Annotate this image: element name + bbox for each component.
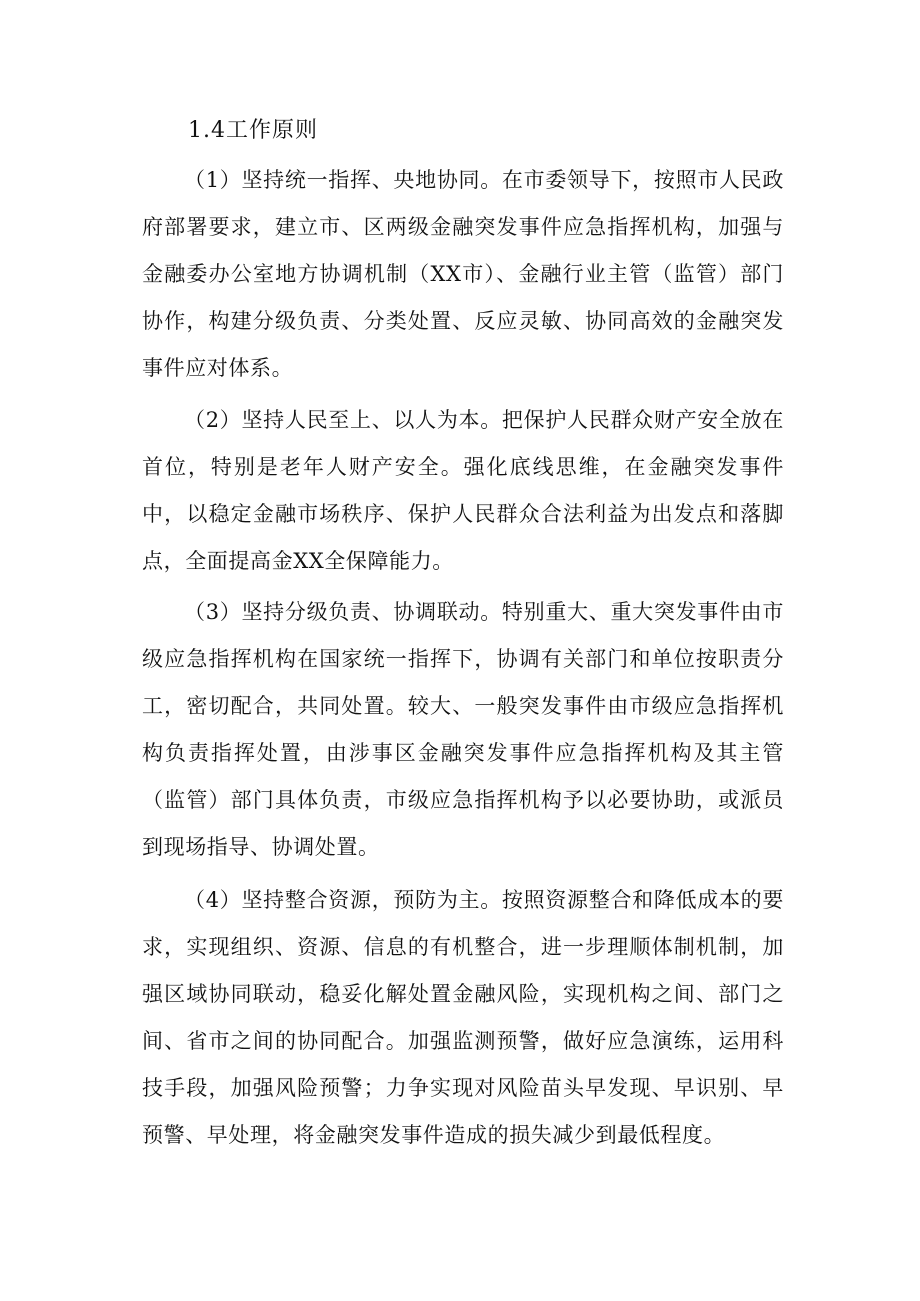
section-heading: 1.4工作原则 <box>188 118 318 143</box>
principle-paragraph-4: （4）坚持整合资源，预防为主。按照资源整合和降低成本的要求，实现组织、资源、信息的有机整合，进一步理顺体制机制，加强区域协同联动，稳妥化解处置金融风险，实现机构之间、部门之间、省市之间的协同配合。加强监测预警，做好应急演练，运用科技手段，加强风险预警；力争实现对风险苗头早发现、早识别、早预警、早处理，将金融突发事件造成的损失减少到最低程度。 <box>142 888 784 1147</box>
principle-paragraph-3: （3）坚持分级负责、协调联动。特别重大、重大突发事件由市级应急指挥机构在国家统一指挥下，协调有关部门和单位按职责分工，密切配合，共同处置。较大、一般突发事件由市级应急指挥机构负责指挥处置，由涉事区金融突发事件应急指挥机构及其主管（监管）部门具体负责，市级应急指挥机构予以必要协助，或派员到现场指导、协调处置。 <box>142 600 784 859</box>
principle-paragraph-2: （2）坚持人民至上、以人为本。把保护人民群众财产安全放在首位，特别是老年人财产安全。强化底线思维，在金融突发事件中，以稳定金融市场秩序、保护人民群众合法利益为出发点和落脚点，全面提高金XX全保障能力。 <box>142 408 784 573</box>
principle-paragraph-1: （1）坚持统一指挥、央地协同。在市委领导下，按照市人民政府部署要求，建立市、区两级金融突发事件应急指挥机构，加强与金融委办公室地方协调机制（XX市）、金融行业主管（监管）部门协作，构建分级负责、分类处置、反应灵敏、协同高效的金融突发事件应对体系。 <box>142 168 784 380</box>
